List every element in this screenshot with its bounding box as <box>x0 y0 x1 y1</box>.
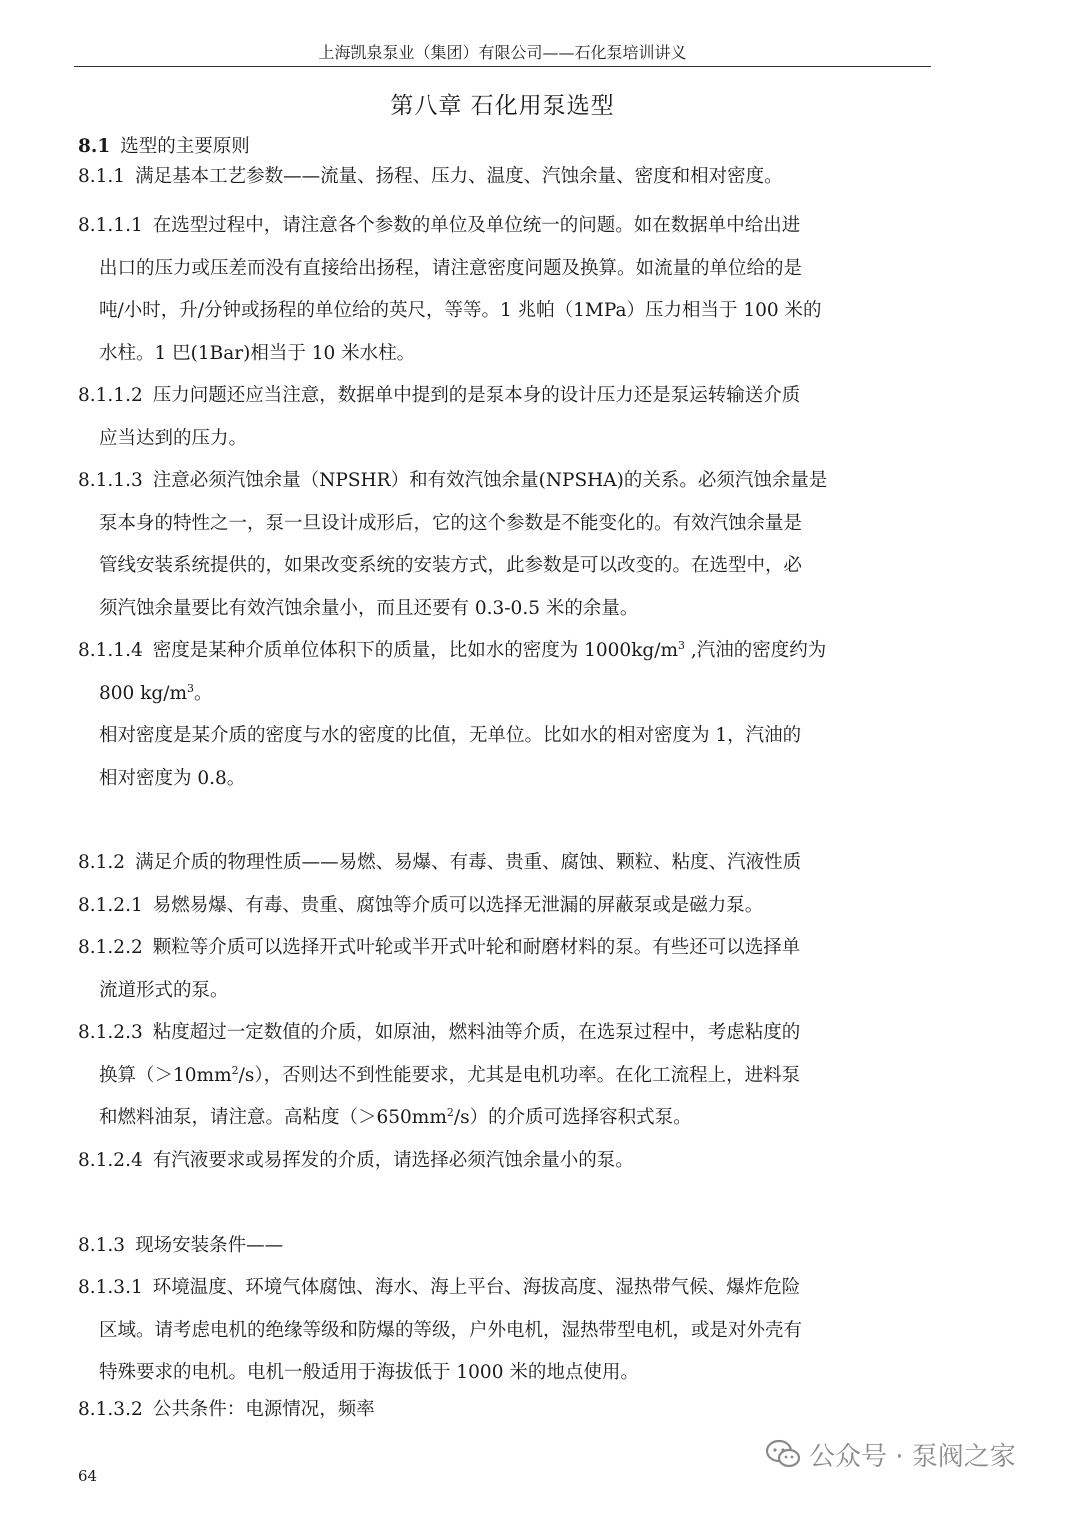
paragraph-text: 和燃料油泵，请注意。高粘度（＞650mm <box>99 1107 447 1128</box>
watermark <box>765 1432 1016 1476</box>
paragraph-text: /s）的介质可选择容积式泵。 <box>453 1107 692 1128</box>
section-number: 8.1 <box>78 136 111 157</box>
section-number: 8.1.3.2 <box>78 1399 143 1420</box>
section-number: 8.1.3.1 <box>78 1277 143 1298</box>
paragraph-text: 颗粒等介质可以选择开式叶轮或半开式叶轮和耐磨材料的泵。有些还可以选择单 <box>152 937 801 958</box>
paragraph-8-1-2-3 <box>78 1019 800 1047</box>
paragraph-8-1-2 <box>78 849 801 877</box>
paragraph-text: 在选型过程中，请注意各个参数的单位及单位统一的问题。如在数据单中给出进 <box>152 215 801 236</box>
superscript: 2 <box>446 1105 454 1119</box>
section-number: 8.1.2.2 <box>78 937 143 958</box>
superscript: 3 <box>187 681 195 695</box>
section-heading-8-1 <box>78 133 250 161</box>
paragraph-line: 相对密度为 0.8。 <box>99 768 246 789</box>
header-divider <box>74 66 931 67</box>
paragraph-text: 换算（＞10mm <box>99 1065 232 1086</box>
paragraph-text: 800 kg/m <box>99 683 188 704</box>
paragraph-text: 满足介质的物理性质——易燃、易爆、有毒、贵重、腐蚀、颗粒、粘度、汽液性质 <box>135 852 802 873</box>
section-number: 8.1.1.4 <box>78 640 143 661</box>
paragraph-8-1-1 <box>78 163 783 191</box>
paragraph-line: 泵本身的特性之一，泵一旦设计成形后，它的这个参数是不能变化的。有效汽蚀余量是 <box>99 513 803 534</box>
paragraph-text: 环境温度、环境气体腐蚀、海水、海上平台、海拔高度、湿热带气候、爆炸危险 <box>152 1277 801 1298</box>
paragraph-line <box>99 1104 692 1132</box>
section-number: 8.1.2.1 <box>78 895 143 916</box>
paragraph-line: 应当达到的压力。 <box>99 428 248 449</box>
paragraph-8-1-2-1 <box>78 892 763 920</box>
paragraph-8-1-3-1 <box>78 1274 800 1302</box>
paragraph-line: 区域。请考虑电机的绝缘等级和防爆的等级，户外电机，湿热带型电机，或是对外壳有 <box>99 1320 803 1341</box>
paragraph-8-1-1-1 <box>78 212 800 240</box>
paragraph-line: 特殊要求的电机。电机一般适用于海拔低于 1000 米的地点使用。 <box>99 1362 639 1383</box>
watermark-text: 公众号 · 泵阀之家 <box>809 1441 1016 1472</box>
wechat-icon <box>765 1439 801 1469</box>
section-title: 选型的主要原则 <box>120 136 250 157</box>
section-number: 8.1.2 <box>78 852 126 873</box>
paragraph-text: 公共条件：电源情况，频率 <box>152 1399 375 1420</box>
paragraph-text: 密度是某种介质单位体积下的质量，比如水的密度为 1000kg/m <box>152 640 679 661</box>
section-number: 8.1.1 <box>78 166 126 187</box>
paragraph-line: 管线安装系统提供的，如果改变系统的安装方式，此参数是可以改变的。在选型中，必 <box>99 555 803 576</box>
paragraph-text: 有汽液要求或易挥发的介质，请选择必须汽蚀余量小的泵。 <box>152 1150 634 1171</box>
section-number: 8.1.2.4 <box>78 1150 143 1171</box>
paragraph-line: 水柱。1 巴(1Bar)相当于 10 米水柱。 <box>99 343 416 364</box>
paragraph-text: 压力问题还应当注意，数据单中提到的是泵本身的设计压力还是泵运转输送介质 <box>152 385 801 406</box>
section-number: 8.1.1.3 <box>78 470 143 491</box>
section-number: 8.1.3 <box>78 1235 126 1256</box>
paragraph-text: 易燃易爆、有毒、贵重、腐蚀等介质可以选择无泄漏的屏蔽泵或是磁力泵。 <box>152 895 764 916</box>
paragraph-8-1-1-3 <box>78 467 827 495</box>
paragraph-text: /s），否则达不到性能要求，尤其是电机功率。在化工流程上，进料泵 <box>238 1065 801 1086</box>
paragraph-line: 须汽蚀余量要比有效汽蚀余量小，而且还要有 0.3-0.5 米的余量。 <box>99 598 639 619</box>
paragraph-8-1-2-2 <box>78 934 800 962</box>
paragraph-text: 粘度超过一定数值的介质，如原油，燃料油等介质，在选泵过程中，考虑粘度的 <box>152 1022 801 1043</box>
paragraph-8-1-2-4 <box>78 1147 634 1175</box>
paragraph-text: 现场安装条件—— <box>135 1235 284 1256</box>
paragraph-8-1-3-2 <box>78 1396 375 1424</box>
paragraph-text: 。 <box>194 683 213 704</box>
superscript: 3 <box>678 638 686 652</box>
paragraph-line: 吨/小时，升/分钟或扬程的单位给的英尺，等等。1 兆帕（1MPa）压力相当于 100 米的 <box>99 300 822 321</box>
chapter-title: 第八章 石化用泵选型 <box>390 93 615 119</box>
page-header: 上海凯泉泵业（集团）有限公司——石化泵培训讲义 <box>318 43 687 62</box>
paragraph-line <box>99 680 213 708</box>
paragraph-line: 出口的压力或压差而没有直接给出扬程，请注意密度问题及换算。如流量的单位给的是 <box>99 258 803 279</box>
paragraph-line: 相对密度是某介质的密度与水的密度的比值，无单位。比如水的相对密度为 1，汽油的 <box>99 725 802 746</box>
paragraph-8-1-3 <box>78 1232 283 1260</box>
paragraph-text: 满足基本工艺参数——流量、扬程、压力、温度、汽蚀余量、密度和相对密度。 <box>135 166 783 187</box>
paragraph-text: 注意必须汽蚀余量（NPSHR）和有效汽蚀余量(NPSHA)的关系。必须汽蚀余量是 <box>152 470 828 491</box>
superscript: 2 <box>231 1063 239 1077</box>
paragraph-8-1-1-4 <box>78 637 826 665</box>
paragraph-line: 流道形式的泵。 <box>99 980 229 1001</box>
section-number: 8.1.1.1 <box>78 215 143 236</box>
section-number: 8.1.1.2 <box>78 385 143 406</box>
section-number: 8.1.2.3 <box>78 1022 143 1043</box>
paragraph-text: ,汽油的密度约为 <box>685 640 827 661</box>
paragraph-line <box>99 1062 800 1090</box>
page-number: 64 <box>78 1467 98 1485</box>
paragraph-8-1-1-2 <box>78 382 800 410</box>
